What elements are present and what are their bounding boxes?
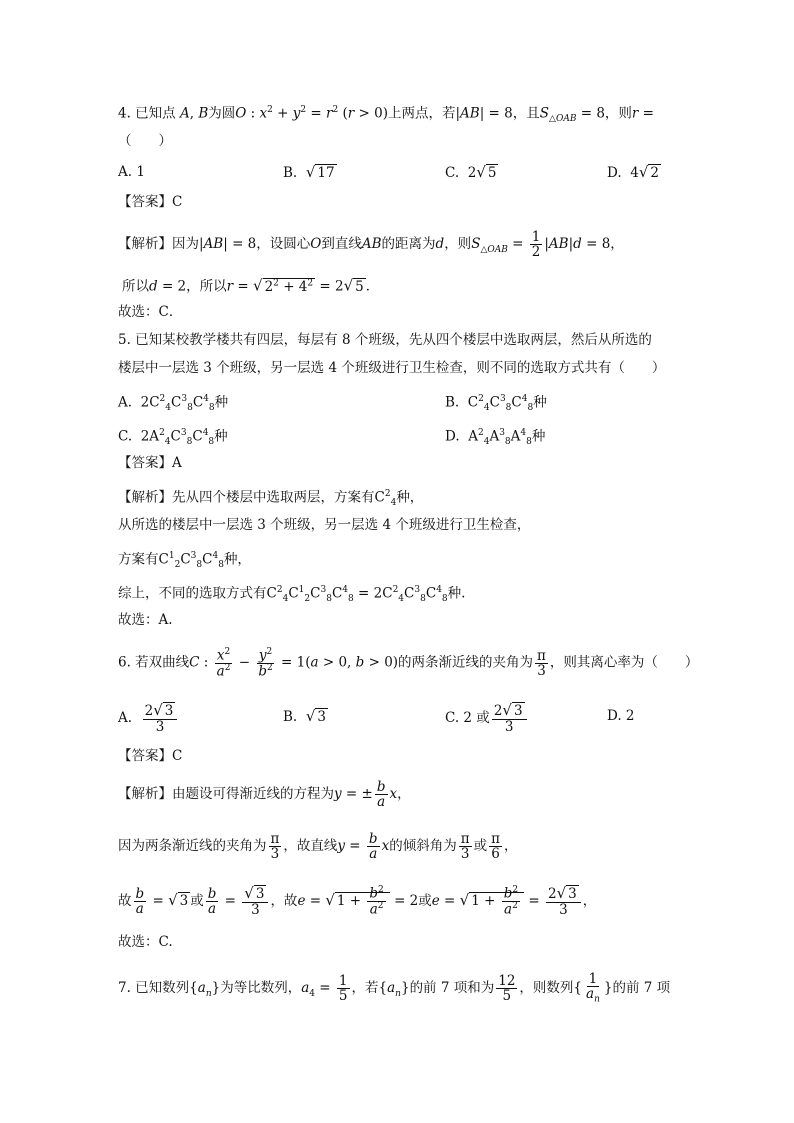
q4-option-c: C. 2√ 5	[445, 163, 497, 181]
q5-explanation-3: 方案有$C^1_2C^3_8C^4_8$种，	[118, 551, 251, 571]
q4-paren: （ ）	[118, 133, 172, 149]
q5-explanation-2: 从所选的楼层中一层选 3 个班级，另一层选 4 个班级进行卫生检查，	[118, 517, 531, 533]
q4-option-d: D. 4√ 2	[607, 163, 659, 181]
q4-conclusion: 故选：C．	[118, 304, 183, 320]
q5-option-a: A. $2C^2_4C^3_8C^4_8$种	[118, 394, 229, 414]
q4-stem: 4. 已知点 A, B为圆O : $x^2 + y^2 = r^2$ (r > 0)上两点，若|AB| = 8，且$S_{\triangle OAB} = 8$，则r =	[118, 105, 654, 125]
q5-answer: 【答案】A	[118, 455, 182, 471]
q5-stem-2: 楼层中一层选 3 个班级，另一层选 4 个班级进行卫生检查，则不同的选取方式共有（ ）	[118, 360, 666, 376]
q6-option-d: D. 2	[607, 708, 635, 724]
q6-option-c: C. 2 或 $\frac{2√ 3}{3}$	[445, 703, 529, 734]
q5-option-d: D. $A^2_4A^3_8A^4_8$种	[445, 428, 546, 448]
q5-explanation-1: 【解析】先从四个楼层中选取两层，方案有$C^2_4$种，	[118, 489, 424, 509]
q5-stem-1: 5. 已知某校教学楼共有四层，每层有 8 个班级，先从四个楼层中选取两层，然后从所选的	[118, 332, 652, 348]
q4-option-a: A. 1	[118, 164, 145, 180]
q5-option-b: B. $C^2_4C^3_8C^4_8$种	[445, 394, 547, 414]
q6-answer: 【答案】C	[118, 748, 183, 764]
q6-stem: 6. 若双曲线C : $\frac{x^2}{a^2}$ − $\frac{y^2}{b^2}$ = 1(a > 0, b > 0)的两条渐近线的夹角为 $\frac{\pi}{3}$ ，则其离心率为（ ）	[118, 647, 699, 680]
q6-explanation-1: 【解析】由题设可得渐近线的方程为y = ± $\frac{b}{a}$ x，	[118, 779, 411, 811]
q5-explanation-4: 综上，不同的选取方式有$C^2_4C^1_2C^3_8C^4_8 = 2C^2_4C^3_8C^4_8$种.	[118, 585, 466, 605]
q6-conclusion: 故选：C.	[118, 934, 173, 950]
q6-option-a: A. $\frac{2√ 3}{3}$	[118, 703, 179, 734]
q4-explanation-2: 所以d = 2，所以r = √ $2^2 + 4^2 = 2√$ 5 ．	[122, 276, 380, 295]
q4-option-b: B. √ 17	[283, 163, 335, 181]
q5-conclusion: 故选：A.	[118, 612, 173, 628]
q6-explanation-3: 故 $\frac{b}{a}$ = √ 3 或 $\frac{b}{a}$ = $\frac{√ 3}{3}$ ，故e = √ 1 + $\frac{b^2}{a^2}$ = 2或e = √ 1 + $\frac{b^2}{a^2}$ = $\frac{2√ 3}{3}$ ，	[118, 884, 597, 918]
q6-option-b: B. √ 3	[283, 707, 326, 725]
q4-explanation-1: 【解析】因为|AB| = 8，设圆心O到直线AB的距离为d，则$S_{\triangle OAB}$ = $\frac{1}{2}$ |AB|d = 8，	[118, 229, 624, 261]
q7-stem: 7. 已知数列$\{a_n\}$为等比数列，$a_4$ = $\frac{1}{5}$ ，若$\{a_n\}$的前 7 项和为 $\frac{12}{5}$ ，则数列{ $\frac{1}{a_n}$ }的前 7 项	[118, 971, 671, 1005]
q5-option-c: C. $2A^2_4C^3_8C^4_8$种	[118, 428, 228, 448]
q6-explanation-2: 因为两条渐近线的夹角为 $\frac{\pi}{3}$ ，故直线y = $\frac{b}{a}$ x的倾斜角为 $\frac{\pi}{3}$ 或 $\frac{\pi}{6}$ ，	[118, 831, 518, 863]
q4-answer: 【答案】C	[118, 194, 183, 210]
